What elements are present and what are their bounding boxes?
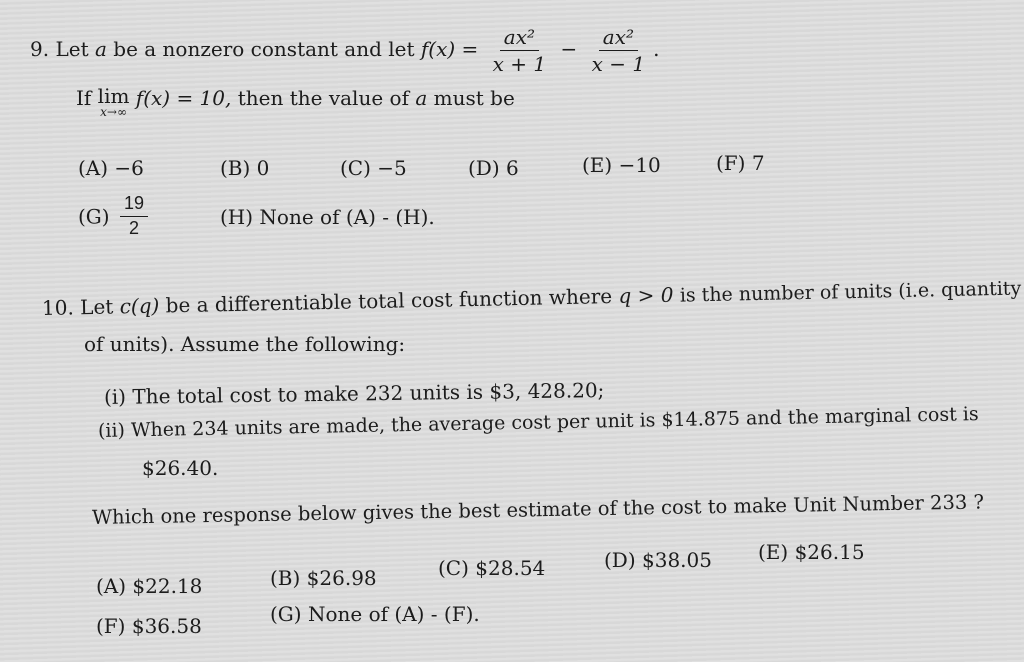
q9-frac2-den: x − 1 (591, 52, 646, 76)
option-label: (G) (270, 602, 302, 626)
option-label: (D) (468, 156, 500, 180)
option-value: None of (A) - (H). (259, 205, 435, 229)
q9-option-a (78, 156, 144, 180)
option-label: (H) (220, 205, 254, 229)
q9-fx: f(x) = (420, 37, 479, 61)
q9-frac1-den: x + 1 (492, 52, 547, 76)
q9-fraction-1 (489, 26, 550, 75)
item-label: (i) (103, 384, 127, 409)
item-label: (ii) (97, 419, 126, 442)
option-label: (C) (438, 556, 469, 580)
q10-item-ii-cont (142, 456, 218, 480)
question-text: Which one response below gives the best estimate of the cost to make Unit Number 233 ? (91, 490, 985, 529)
option-label: (E) (582, 153, 613, 177)
q10-question (92, 490, 984, 529)
option-label: (G) (78, 204, 110, 229)
q9-option-f (716, 151, 765, 175)
option-value: $26.15 (794, 540, 865, 564)
q9-must: must be (433, 86, 515, 110)
option-value: None of (A) - (F). (307, 602, 480, 626)
option-value: −5 (377, 156, 407, 180)
q10-option-d (604, 548, 712, 572)
q9-frac1-num: ax² (500, 26, 539, 51)
q10-item-ii (98, 403, 979, 442)
q10-let: Let (79, 294, 114, 320)
option-value: $28.54 (475, 556, 546, 580)
q10-item-i (104, 378, 605, 409)
q9-option-d (468, 156, 519, 180)
q9-intro: Let (55, 37, 89, 61)
q9-option-e (582, 153, 661, 177)
option-value: $22.18 (132, 574, 203, 598)
option-value: 6 (506, 156, 519, 180)
q10-qcond: q > 0 (618, 282, 674, 308)
option-label: (D) (604, 548, 636, 572)
q9-option-g (78, 194, 152, 239)
option-value: 7 (751, 151, 765, 175)
q9-mid: be a nonzero constant and let (113, 37, 415, 61)
q9-var-a: a (94, 37, 107, 61)
q9-limit (98, 86, 130, 118)
q9-then: then the value of (237, 86, 409, 110)
q10-option-c (438, 556, 545, 580)
q9-lim-sub: x→∞ (100, 105, 127, 119)
q9-line1 (30, 20, 659, 78)
q9-fraction-2 (588, 26, 649, 75)
option-label: (B) (270, 566, 301, 590)
q10-option-a (96, 574, 202, 598)
q10-option-g (270, 602, 480, 626)
q9-option-h (220, 205, 435, 229)
q9-minus: − (560, 37, 578, 61)
item-text: When 234 units are made, the average cost per unit is $14.875 and the marginal cost is (130, 403, 979, 442)
option-label: (A) (96, 574, 127, 598)
fraction-denominator: 2 (128, 217, 139, 238)
option-label: (A) (78, 156, 109, 180)
q9-var-a-2: a (415, 86, 428, 110)
option-label: (E) (758, 540, 789, 564)
option-label: (F) (96, 614, 126, 638)
item-text: The total cost to make 232 units is $3, 428.20; (132, 378, 605, 409)
q10-line1c: is the number of units (i.e. quantity (679, 277, 1022, 307)
q9-if: If (76, 86, 92, 110)
option-label: (B) (220, 156, 251, 180)
option-value: 0 (256, 156, 270, 180)
q10-line2-text: of units). Assume the following: (84, 332, 406, 356)
fraction-numerator: 19 (120, 194, 148, 217)
option-value: $26.98 (306, 566, 377, 590)
q9-lim-text: lim (97, 84, 130, 108)
q9-line2 (76, 86, 515, 118)
q10-option-f (96, 614, 202, 638)
q10-option-b (270, 566, 377, 590)
option-label: (F) (716, 151, 746, 175)
option-value: $38.05 (642, 548, 712, 572)
q10-number: 10. (41, 295, 75, 320)
q10-cq: c(q) (119, 293, 160, 319)
q9-option-b (220, 156, 269, 180)
q9-frac2-num: ax² (599, 26, 638, 51)
option-label: (C) (340, 156, 371, 180)
q9-period: . (653, 37, 660, 61)
option-value: $36.58 (131, 614, 202, 638)
item-text: $26.40. (142, 456, 219, 480)
q9-option-g-fraction (120, 194, 148, 239)
q10-option-e (758, 540, 865, 564)
q9-option-c (340, 156, 407, 180)
q9-cond: f(x) = 10, (135, 86, 232, 110)
q9-number: 9. (30, 37, 50, 61)
option-value: −6 (114, 156, 144, 180)
q10-line2 (84, 332, 405, 356)
q10-line1 (42, 275, 1022, 320)
q10-line1b: be a differentiable total cost function where (165, 284, 613, 318)
option-value: −10 (618, 153, 661, 177)
